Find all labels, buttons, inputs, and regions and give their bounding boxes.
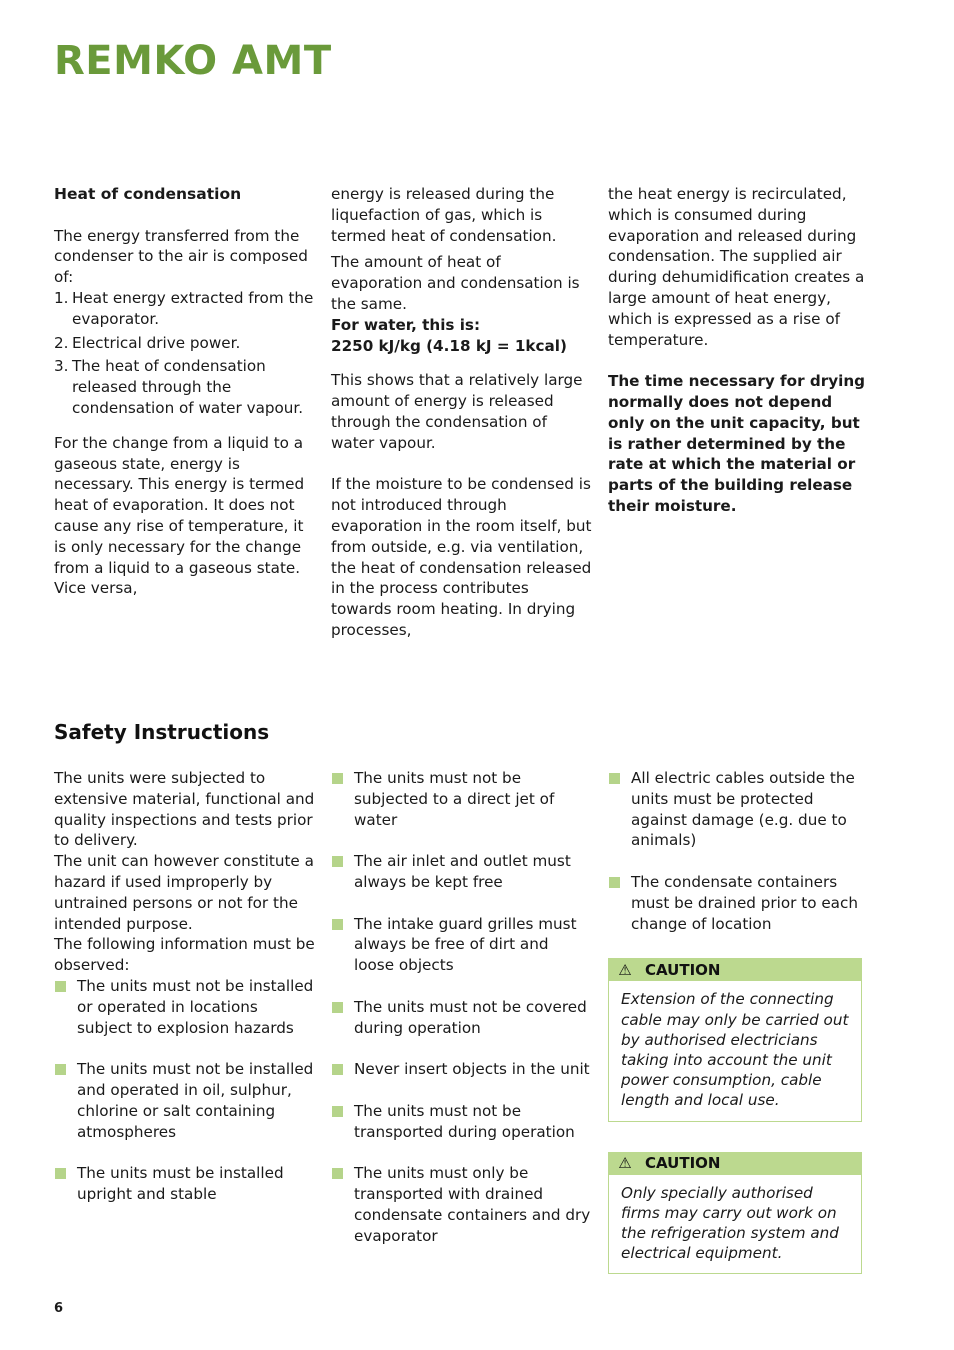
list-text: Heat energy extracted from the evaporator. [72, 288, 314, 328]
bullet-square-icon [332, 1064, 343, 1075]
heat-water-label: For water, this is: [331, 315, 481, 334]
heat-paragraph: energy is released during the liquefaction of gas, which is termed heat of condensation. [331, 185, 557, 245]
safety-intro: The following information must be observed: [54, 935, 315, 975]
bullet-square-icon [332, 1168, 343, 1179]
list-item [54, 288, 316, 330]
caution-label: CAUTION [645, 1154, 721, 1173]
list-item [331, 768, 593, 830]
bullet-square-icon [609, 773, 620, 784]
bullet-square-icon [55, 1168, 66, 1179]
caution-label: CAUTION [645, 960, 721, 979]
safety-intro: The unit can however constitute a hazard if used improperly by untrained persons or not for the intended purpose. [54, 852, 314, 933]
list-item [331, 997, 593, 1039]
heat-column-2 [331, 184, 593, 641]
heat-paragraph: the heat energy is recirculated, which is consumed during evaporation and released during condensation. The supplied air during dehumidification creates a large amount of heat energy, which is expressed as a rise of temperature. [608, 185, 865, 349]
list-item [608, 768, 870, 851]
heat-water-value: 2250 kJ/kg (4.18 kJ = 1kcal) [331, 336, 567, 355]
list-text: The air inlet and outlet must always be kept free [354, 852, 571, 891]
list-text: The units must not be installed and operated in oil, sulphur, chlorine or salt containing atmospheres [77, 1060, 314, 1141]
heat-paragraph: For the change from a liquid to a gaseous state, energy is necessary. This energy is termed heat of evaporation. It does not cause any rise of temperature, it is only necessary for the change from a liquid to a gaseous state. Vice versa, [54, 433, 305, 598]
list-item [331, 1059, 593, 1080]
bullet-square-icon [55, 981, 66, 992]
caution-header [609, 1153, 861, 1175]
list-text: Electrical drive power. [72, 333, 241, 352]
list-item [54, 1163, 316, 1205]
safety-intro: The units were subjected to extensive material, functional and quality inspections and tests prior to delivery. [54, 769, 315, 850]
list-item [54, 1059, 316, 1142]
warning-triangle-icon: ⚠ [618, 1154, 632, 1173]
warning-triangle-icon: ⚠ [618, 960, 632, 979]
list-text: The condensate containers must be drained prior to each change of location [631, 872, 858, 933]
list-item [331, 914, 593, 976]
safety-column-1 [54, 768, 316, 1226]
caution-box [608, 1152, 862, 1275]
bullet-square-icon [332, 919, 343, 930]
heat-paragraph: This shows that a relatively large amount of energy is released through the condensation of water vapour. [331, 371, 583, 452]
list-text: The units must be installed upright and stable [77, 1164, 284, 1203]
list-number: 3. [54, 357, 69, 376]
heat-paragraph: The amount of heat of evaporation and condensation is the same. [331, 253, 580, 313]
list-item [54, 976, 316, 1038]
bullet-square-icon [609, 877, 620, 888]
list-text: The units must not be installed or operated in locations subject to explosion hazards [77, 976, 314, 1037]
heat-paragraph: If the moisture to be condensed is not introduced through evaporation in the room itself, but from outside, e.g. via ventilation, the heat of condensation released in the process contributes towards room heating. In drying processes, [331, 475, 592, 639]
list-number: 2. [54, 333, 69, 352]
bullet-square-icon [55, 1064, 66, 1075]
caution-header [609, 959, 861, 981]
caution-text: Extension of the connecting cable may only be carried out by authorised electricians taking into account the unit power consumption, cable length and local use. [621, 990, 849, 1110]
list-item [54, 356, 316, 418]
list-text: The units must only be transported with drained condensate containers and dry evaporator [354, 1164, 591, 1245]
safety-list [331, 768, 593, 1246]
page-number: 6 [54, 1301, 64, 1316]
list-text: The intake guard grilles must always be free of dirt and loose objects [354, 914, 577, 975]
list-item [608, 872, 870, 934]
list-item [331, 1101, 593, 1143]
bullet-square-icon [332, 773, 343, 784]
list-item [331, 851, 593, 893]
list-text: The units must not be covered during operation [354, 997, 587, 1037]
heat-column-1 [54, 184, 316, 599]
safety-list [54, 976, 316, 1205]
safety-heading: Safety Instructions [54, 720, 270, 744]
bullet-square-icon [332, 1002, 343, 1013]
list-item [54, 333, 316, 354]
list-text: The units must not be transported during operation [354, 1101, 575, 1141]
caution-text: Only specially authorised firms may carry out work on the refrigeration system and electrical equipment. [621, 1183, 839, 1263]
list-text: The units must not be subjected to a direct jet of water [354, 769, 555, 829]
safety-column-3 [608, 768, 870, 1274]
list-text: The heat of condensation released through the condensation of water vapour. [72, 357, 304, 417]
bullet-square-icon [332, 856, 343, 867]
heat-heading: Heat of condensation [54, 185, 242, 203]
page-title: REMKO AMT [54, 38, 332, 84]
safety-list [608, 768, 870, 934]
list-text: Never insert objects in the unit [354, 1060, 590, 1079]
list-item [331, 1163, 593, 1246]
heat-column-3 [608, 184, 870, 517]
bullet-square-icon [332, 1106, 343, 1117]
list-number: 1. [54, 288, 69, 307]
caution-box [608, 958, 862, 1121]
heat-list [54, 288, 316, 419]
heat-intro: The energy transferred from the condenser to the air is composed of: [54, 226, 308, 287]
safety-column-2 [331, 768, 593, 1267]
list-text: All electric cables outside the units must be protected against damage (e.g. due to animals) [631, 769, 855, 850]
heat-drying-note: The time necessary for drying normally does not depend only on the unit capacity, but is rather determined by the rate at which the material or parts of the building release their moisture. [608, 372, 866, 515]
